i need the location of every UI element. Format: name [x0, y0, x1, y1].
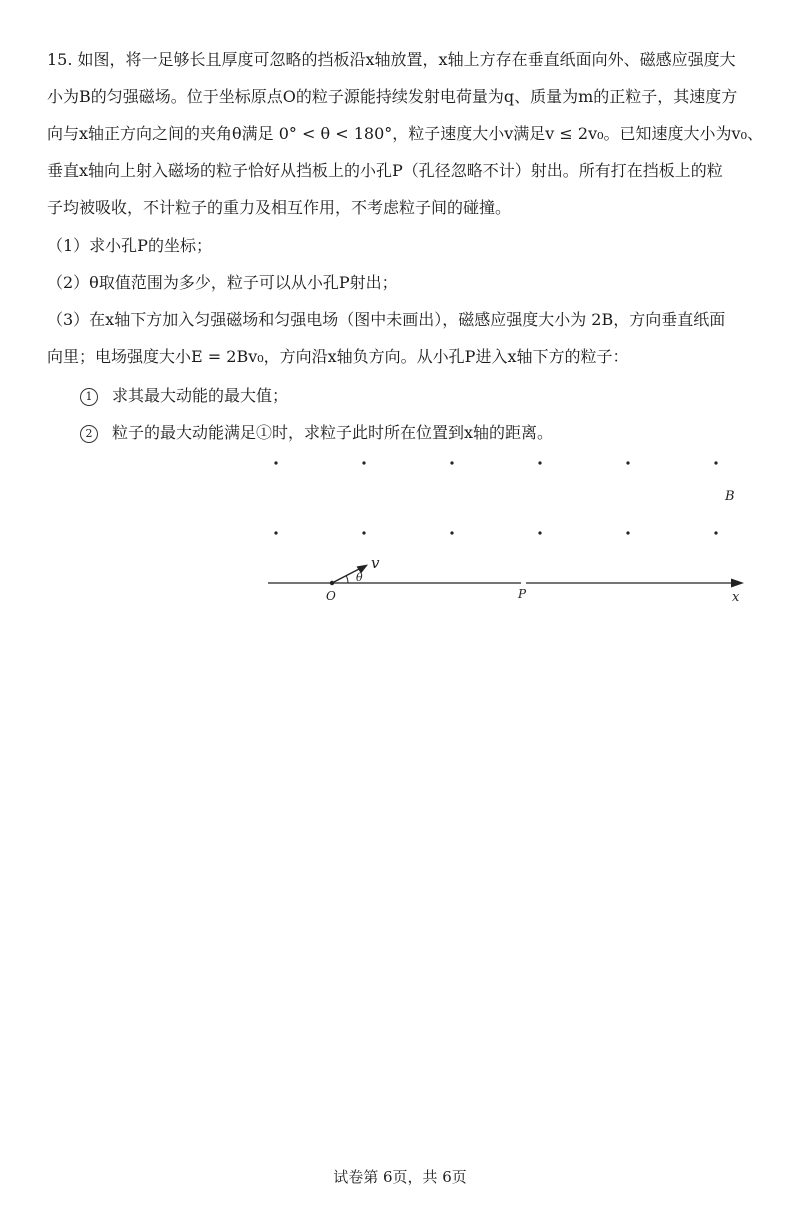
x-axis-label: x	[732, 590, 740, 605]
field-dot	[538, 461, 541, 464]
field-dots	[274, 461, 717, 534]
origin-label: O	[326, 589, 336, 603]
question-line-4: 垂直x轴向上射入磁场的粒子恰好从挡板上的小孔P（孔径忽略不计）射出。所有打在挡板上的粒	[47, 161, 723, 180]
question-line-2: 小为B的匀强磁场。位于坐标原点O的粒子源能持续发射电荷量为q、质量为m的正粒子，其速度方	[47, 87, 738, 106]
part-3-line-2: 向里；电场强度大小E = 2Bv₀，方向沿x轴负方向。从小孔P进入x轴下方的粒子：	[47, 347, 629, 366]
x-axis-arrowhead	[731, 579, 744, 588]
velocity-label: v	[371, 554, 380, 572]
field-dot	[362, 531, 365, 534]
field-dot	[362, 461, 365, 464]
field-dot	[626, 531, 629, 534]
subpart-1-marker: 1	[80, 388, 98, 406]
part-2: （2）θ取值范围为多少，粒子可以从小孔P射出；	[47, 273, 398, 292]
part-3-line-1: （3）在x轴下方加入匀强磁场和匀强电场（图中未画出），磁感应强度大小为 2B，方向垂直纸面	[47, 310, 726, 329]
question-line-3: 向与x轴正方向之间的夹角θ满足 0° < θ < 180°，粒子速度大小v满足v ≤ 2v₀。已知速度大小为v₀、	[47, 124, 763, 143]
field-label-b: B	[725, 489, 735, 504]
part-1: （1）求小孔P的坐标；	[47, 236, 212, 255]
field-dot	[714, 531, 717, 534]
subpart-2-text: 粒子的最大动能满足①时，求粒子此时所在位置到x轴的距离。	[112, 423, 554, 442]
subpart-2-marker: 2	[80, 425, 98, 443]
field-dot	[714, 461, 717, 464]
hole-p-label: P	[518, 587, 527, 601]
field-dot	[274, 531, 277, 534]
field-dot	[450, 531, 453, 534]
field-dot	[626, 461, 629, 464]
field-dot	[450, 461, 453, 464]
theta-arc	[346, 576, 348, 583]
question-line-1: 15. 如图，将一足够长且厚度可忽略的挡板沿x轴放置，x轴上方存在垂直纸面向外、磁感应强度大	[47, 50, 736, 69]
theta-label: θ	[356, 571, 363, 584]
subpart-1-text: 求其最大动能的最大值；	[112, 386, 289, 405]
page-footer: 试卷第 6页，共 6页	[333, 1168, 467, 1186]
field-dot	[274, 461, 277, 464]
field-dot	[538, 531, 541, 534]
question-line-5: 子均被吸收，不计粒子的重力及相互作用，不考虑粒子间的碰撞。	[47, 198, 512, 217]
